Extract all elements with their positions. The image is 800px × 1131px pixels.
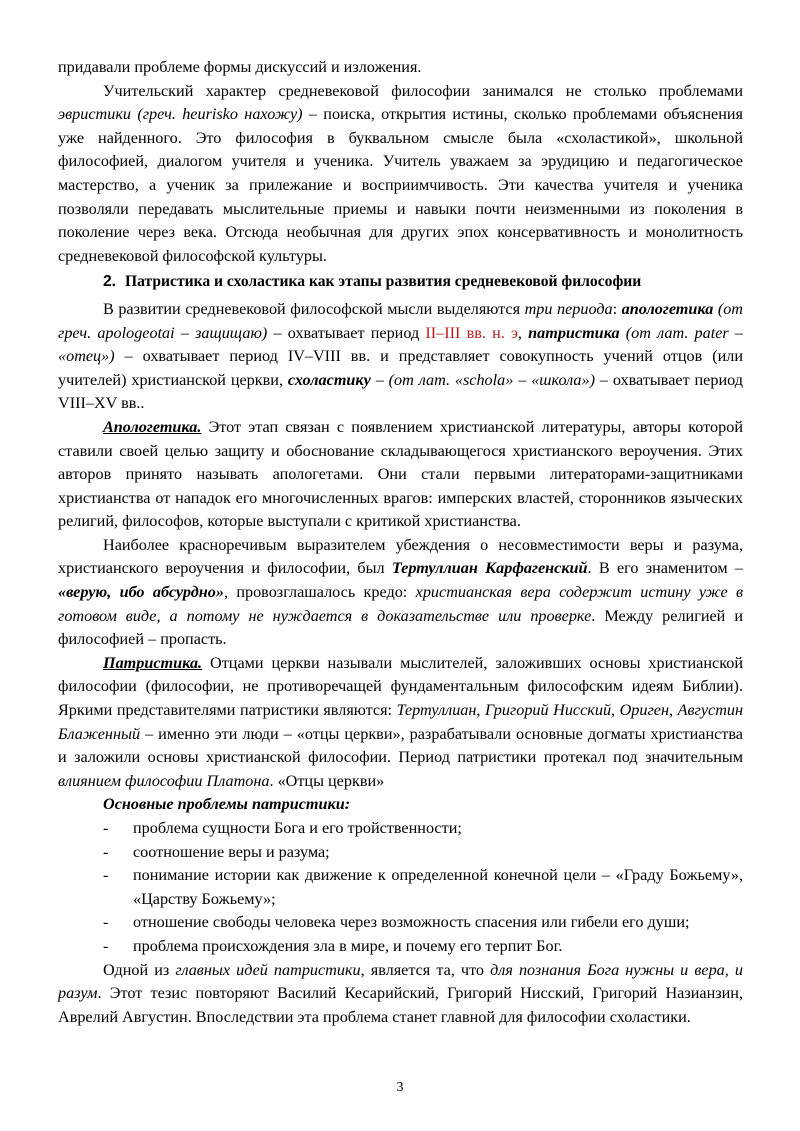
list-item [58,911,743,935]
list-item-text: соотношение веры и разума; [133,842,330,861]
problems-list [58,817,743,959]
text-run: Одной из [103,960,176,979]
term-main-ideas: главных идей патристики [175,960,361,979]
text-run: – именно эти люди – «отцы церкви», разрабатывали основные догматы христианства и заложили основы христианской философии. Период патристики протекал под значительным [58,724,743,767]
credo-statement: христианская вера содержит истину уже в готовом виде, а потому не нуждается в доказательстве или проверке [58,583,743,625]
text-run: . Между религией и философией – пропасть. [58,606,743,649]
dash-bullet: - [103,936,109,955]
text-run: – охватывает период VIII–XV вв.. [58,370,743,413]
subheading-apologetics: Апологетика. [103,417,202,436]
list-heading-problems: Основные проблемы патристики: [103,795,351,814]
text-run: – охватывает период [267,323,426,342]
list-item [58,841,743,865]
paragraph-apologetics [58,416,743,534]
text-run: , [517,323,529,342]
quote-credo: «верую, ибо абсурдно» [58,583,224,602]
section-number: 2. [103,273,117,291]
text-run: , [669,701,678,720]
name-tertullian: Тертуллиан Карфагенский [391,559,588,578]
list-item-text: понимание истории как движение к определенной конечной цели – «Граду Божьему», «Царству Божьему»; [133,866,743,908]
document-body [58,56,743,1029]
text-run: : [612,299,622,318]
paragraph-continuation: придавали проблеме формы дискуссий и изложения. [58,58,422,76]
list-item [58,864,743,911]
section-title: Патристика и схоластика как этапы развития средневековой философии [125,273,642,291]
list-item-text: проблема происхождения зла в мире, и почему его терпит Бог. [133,936,563,955]
term-patristics: патристика [528,323,620,342]
dash-bullet: - [103,842,109,861]
text-run: . Этот тезис повторяют Василий Кесарийский, Григорий Нисский, Григорий Назианзин, Аврелий Августин. Впоследствии эта проблема станет главной для философии схоластики. [58,984,743,1026]
text-run: , [476,701,485,720]
name-origen: Ориген [619,701,670,720]
subheading-patristics: Патристика. [103,653,203,672]
text-run: Этот этап связан с появлением христианской литературы, авторы которой ставили своей целью защиту и обоснование складывающегося христианского вероучения. Этих авторов принято называть апологетами. Они стали первыми литераторами-защитниками христианства от нападок его многочисленных врагов: имперских властей, сторонников языческих религий, философов, которые выступали с критикой христианства. [58,417,743,531]
paragraph-main-idea [58,959,743,1030]
text-run: Учительский характер средневековой философии занимался не столько проблемами [103,81,743,100]
term-apologetics: апологетика [621,299,714,318]
page-number: 3 [396,1080,404,1095]
etymology-apologetics: (от греч. apologeotai – защищаю) [58,299,743,342]
dash-bullet: - [103,819,109,837]
name-augustine: Августин Блаженный [58,701,744,743]
term-plato-influence: влиянием философии Платона [58,771,270,790]
period-apologetics-highlight: II–III вв. н. э [425,323,518,342]
paragraph-patristics [58,652,743,794]
list-item [58,935,743,959]
name-tertullian-italic: Тертуллиан [396,701,477,720]
term-heuristics: эвристики (греч. heurisko нахожу) [58,105,303,124]
list-item-text: проблема сущности Бога и его тройственности; [133,819,462,837]
etymology-scholasticism: – (от лат. «schola» – «школа») [370,370,595,389]
list-item-text: отношение свободы человека через возможность спасения или гибели его души; [133,913,690,932]
term-three-periods: три периода [524,299,613,318]
dash-bullet: - [103,913,109,932]
name-gregory-nyssa: Григорий Нисский [484,701,612,720]
text-run: . «Отцы церкви» [269,771,385,790]
text-run: В развитии средневековой философской мысли выделяются [103,299,525,318]
dash-bullet: - [103,866,109,885]
text-run: Наиболее красноречивым выразителем убеждения о несовместимости веры и разума, христианского вероучения и философии, был [58,535,743,578]
paragraph-tertullian [58,534,743,652]
thesis-faith-and-reason: для познания Бога нужны и вера, и разум [58,960,743,1003]
text-run: . В его знаменитом – [587,559,743,578]
paragraph-periods [58,298,743,416]
list-item [58,817,743,841]
text-run: Отцами церкви называли мыслителей, заложивших основы христианской философии (философии, не противоречащей фундаментальным философским идеям Библии). Яркими представителями патристики являются: [58,653,743,720]
text-run: – поиска, открытия истины, сколько проблемами объяснения уже найденного. Это философия в буквальном смысле была «схоластикой», школьной философией, диалогом учителя и ученика. Учитель уважаем за эрудицию и педагогическое мастерство, а ученик за прилежание и восприимчивость. Эти качества учителя и ученика позволяли передавать мыслительные приемы и навыки почти неизменными из поколения в поколение через века. Отсюда необычная для других эпох консервативность и монолитность средневековой философской культуры. [58,105,743,265]
text-run: – охватывает период IV–VIII вв. и представляет совокупность учений отцов (или учителей) христианской церкви, [58,347,743,389]
text-run: , провозглашалось кредо: [223,583,416,602]
text-run: , [611,701,620,720]
etymology-patristics: (от лат. pater – «отец») [58,323,743,366]
paragraph-teaching-character [58,80,743,269]
section-heading [58,270,743,294]
term-scholasticism: схоластику [287,370,371,389]
text-run: , является та, что [360,960,491,979]
